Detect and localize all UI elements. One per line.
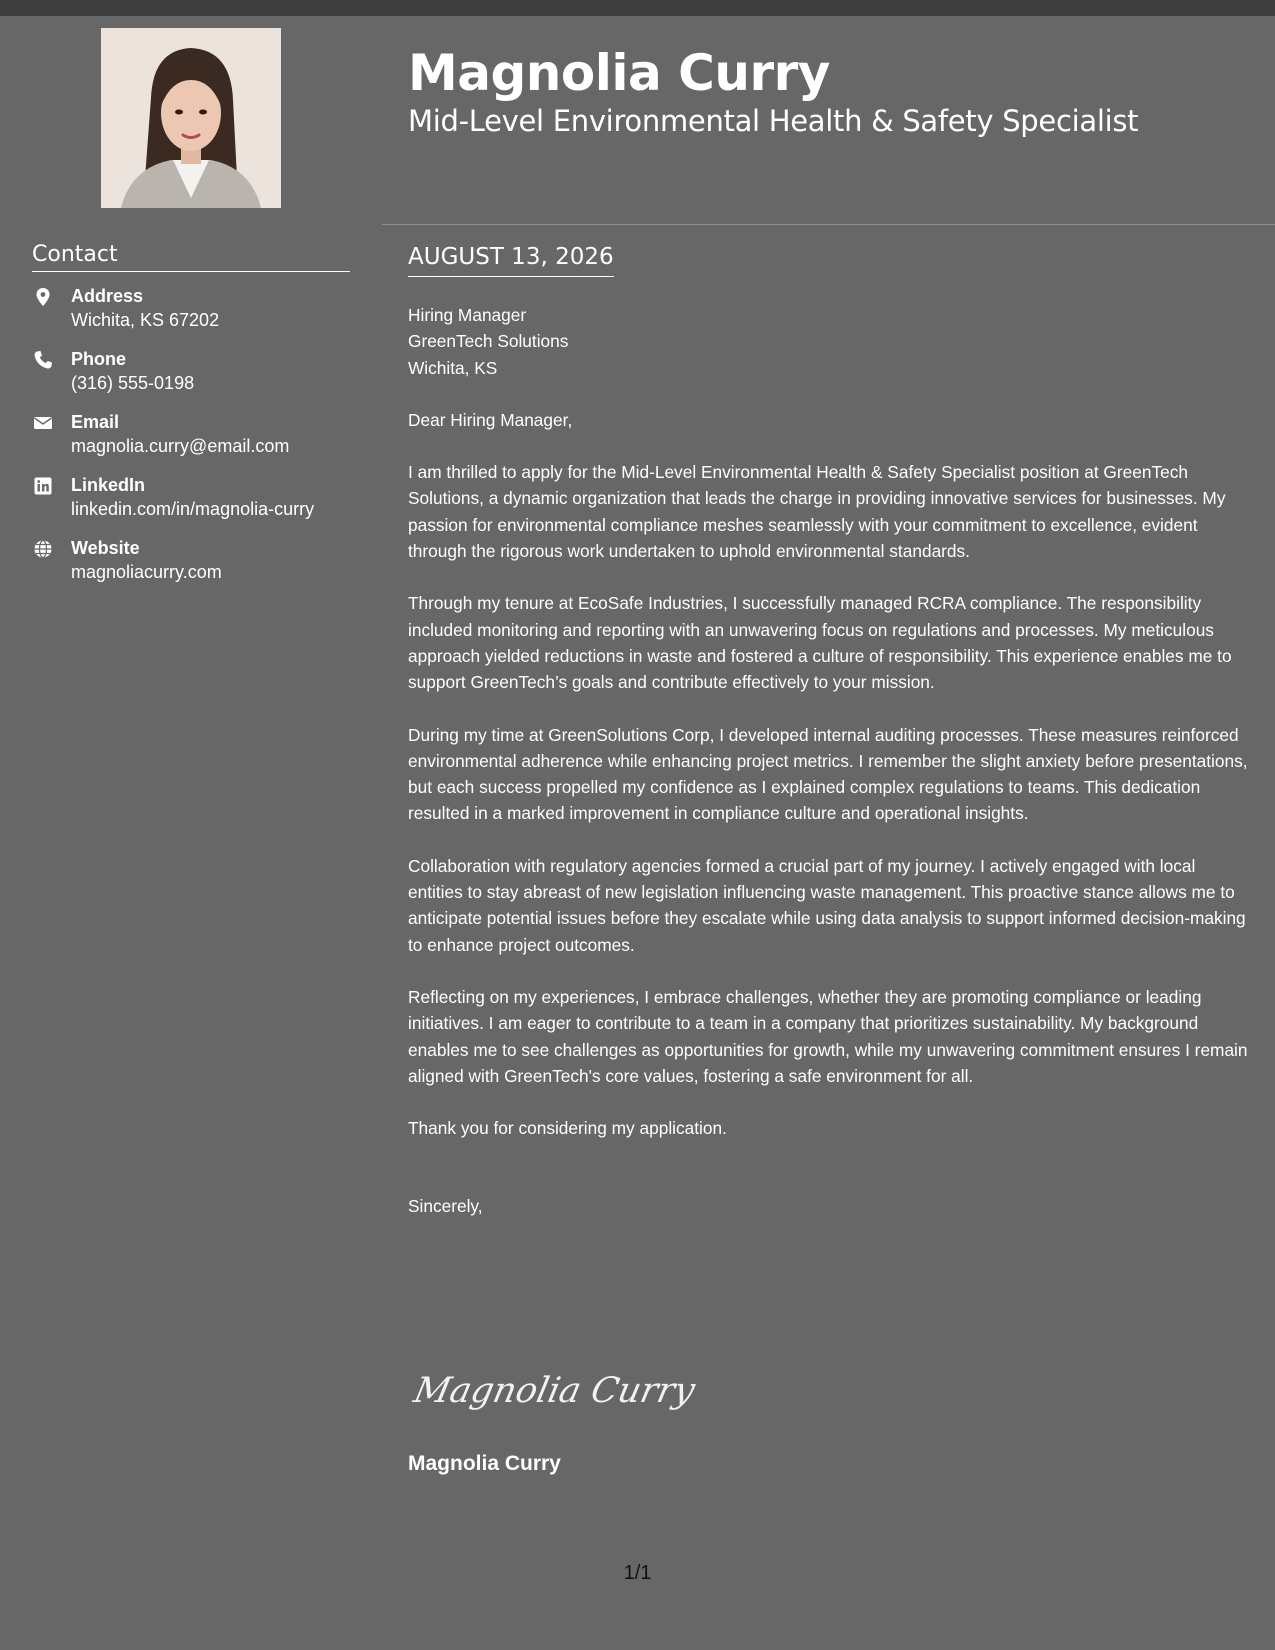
letter-body: [408, 302, 1250, 1246]
contact-label: LinkedIn: [71, 475, 146, 495]
sidebar: [0, 16, 382, 1650]
contact-item-phone: [32, 347, 362, 410]
contact-value[interactable]: magnoliacurry.com: [71, 562, 222, 582]
letter-paragraph: Reflecting on my experiences, I embrace challenges, whether they are promoting compliance or leading initiatives. I am eager to contribute to a team in a company that prioritizes sustainability. My background enables me to see challenges as opportunities for growth, while my unwavering commitment ensures I remain aligned with GreenTech's core values, fostering a safe environment for all.: [408, 986, 1248, 1086]
contact-item-email: [32, 410, 362, 473]
map-pin-icon: [33, 287, 53, 307]
letter-paragraph: Collaboration with regulatory agencies formed a crucial part of my journey. I actively engaged with local entities to stay abreast of new legislation influencing waste management. This proactive stance allows me to anticipate potential issues before they escalate while using data analysis to support informed decision-making to enhance project outcomes.: [408, 855, 1246, 955]
top-bar: [0, 0, 1275, 16]
contact-label: Address: [71, 286, 144, 306]
contact-value: Wichita, KS 67202: [71, 310, 220, 330]
contact-label: Website: [71, 538, 140, 558]
recipient-line: Wichita, KS: [408, 357, 498, 378]
salutation: Dear Hiring Manager,: [408, 409, 573, 430]
closing: Sincerely,: [408, 1196, 483, 1217]
main-content: [382, 16, 1275, 1650]
globe-icon: [33, 539, 53, 559]
applicant-name: Magnolia Curry: [408, 44, 830, 102]
envelope-icon: [33, 413, 53, 433]
letter-paragraph: I am thrilled to apply for the Mid-Level Environmental Health & Safety Specialist position at GreenTech Solutions, a dynamic organization that leads the charge in providing innovative services for businesses. My passion for environmental compliance meshes seamlessly with your commitment to excellence, evident through the rigorous work undertaken to uphold environmental standards.: [408, 462, 1226, 562]
signature: [408, 1356, 699, 1420]
contact-value[interactable]: linkedin.com/in/magnolia-curry: [71, 499, 315, 519]
linkedin-icon: [33, 476, 53, 496]
contact-item-linkedin: [32, 473, 362, 536]
contact-heading: Contact: [32, 242, 350, 272]
sender-name: Magnolia Curry: [408, 1452, 561, 1475]
letter-paragraph: Thank you for considering my application.: [408, 1118, 727, 1139]
recipient-block: [408, 302, 1250, 381]
phone-icon: [33, 350, 53, 370]
recipient-line: GreenTech Solutions: [408, 331, 569, 352]
contact-list: [32, 284, 362, 599]
signature-text: Magnolia Curry: [410, 1370, 699, 1411]
contact-value[interactable]: magnolia.curry@email.com: [71, 436, 290, 456]
contact-label: Email: [71, 412, 120, 432]
letter-date: AUGUST 13, 2026: [408, 244, 614, 277]
letter-paragraph: During my time at GreenSolutions Corp, I developed internal auditing processes. These measures reinforced environmental adherence while enhancing project metrics. I remember the slight anxiety before presentations, but each success propelled my confidence as I explained complex regulations to teams. This dedication resulted in a marked improvement in compliance culture and operational insights.: [408, 724, 1248, 824]
profile-photo: [101, 28, 281, 208]
page-number: 1/1: [623, 1562, 652, 1584]
header-divider: [382, 224, 1275, 225]
contact-item-address: [32, 284, 362, 347]
job-title: Mid-Level Environmental Health & Safety Specialist: [408, 104, 1139, 138]
contact-value: (316) 555-0198: [71, 373, 195, 393]
recipient-line: Hiring Manager: [408, 305, 527, 325]
contact-label: Phone: [71, 349, 127, 369]
letter-paragraph: Through my tenure at EcoSafe Industries, I successfully managed RCRA compliance. The responsibility included monitoring and reporting with an unwavering focus on regulations and processes. My meticulous approach yielded reductions in waste and fostered a culture of responsibility. This experience enables me to support GreenTech’s goals and contribute effectively to your mission.: [408, 593, 1232, 693]
contact-item-website: [32, 536, 362, 599]
